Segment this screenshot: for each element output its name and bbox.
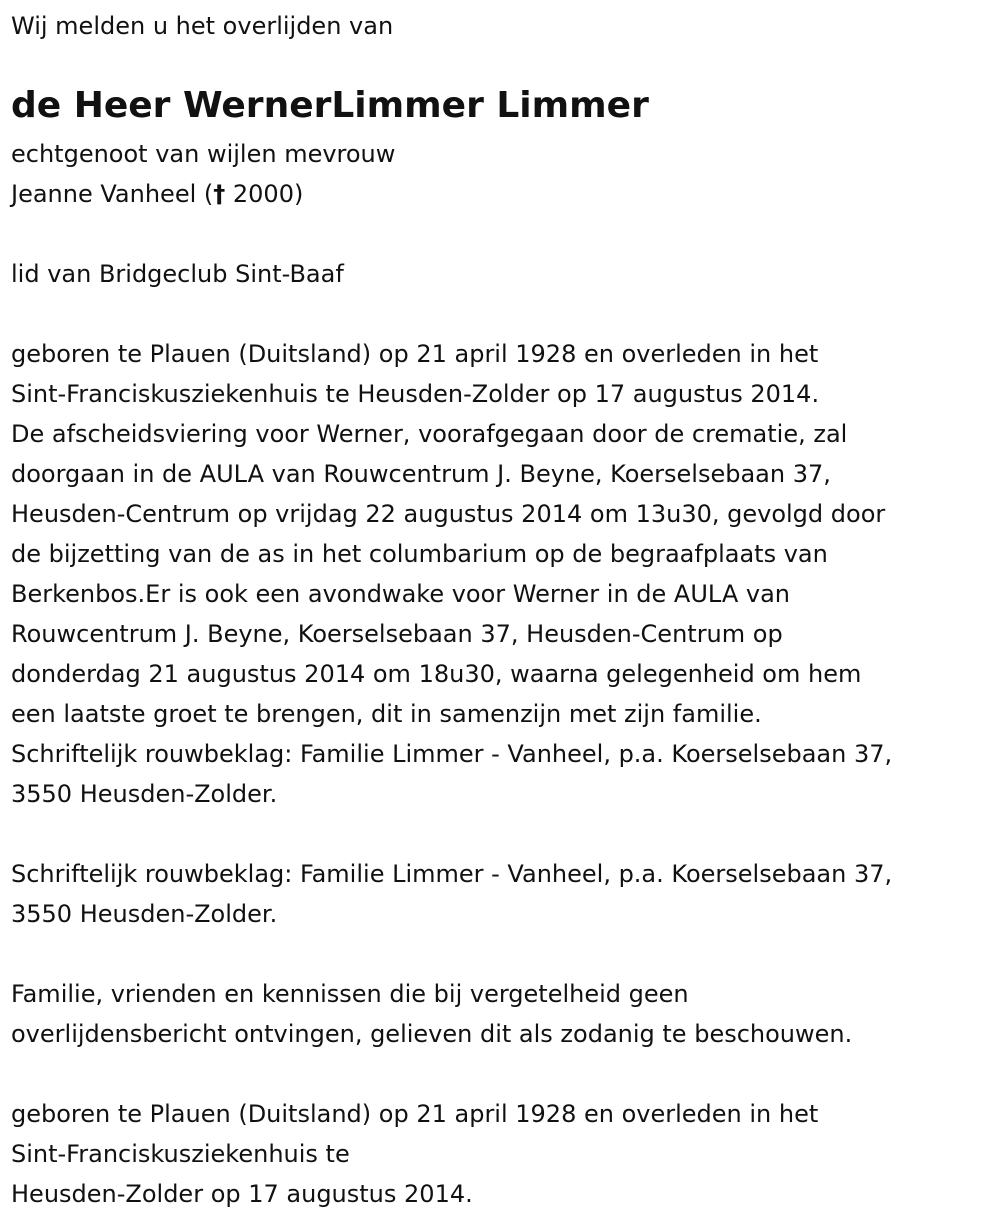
main-line: De afscheidsviering voor Werner, voorafgegaan door de crematie, zal (11, 420, 848, 448)
condolence-paragraph (11, 854, 892, 934)
main-paragraph (11, 334, 892, 814)
family-line: Familie, vrienden en kennissen die bij vergetelheid geen (11, 980, 689, 1008)
main-line: Heusden-Centrum op vrijdag 22 augustus 2014 om 13u30, gevolgd door (11, 500, 886, 528)
family-paragraph (11, 974, 852, 1054)
deceased-name: de Heer WernerLimmer Limmer (11, 85, 649, 126)
main-line: Schriftelijk rouwbeklag: Familie Limmer - Vanheel, p.a. Koerselsebaan 37, (11, 740, 893, 768)
main-line: Rouwcentrum J. Beyne, Koerselsebaan 37, Heusden-Centrum op (11, 620, 783, 648)
born-line: geboren te Plauen (Duitsland) op 21 april 1928 en overleden in het (11, 1100, 819, 1128)
spouse-name-line (11, 174, 395, 214)
main-line: een laatste groet te brengen, dit in samenzijn met zijn familie. (11, 700, 762, 728)
main-line: Berkenbos.Er is ook een avondwake voor Werner in de AULA van (11, 580, 790, 608)
spouse-death-year: 2000) (225, 180, 304, 208)
club-block (11, 254, 344, 294)
main-line: Sint-Franciskusziekenhuis te Heusden-Zolder op 17 augustus 2014. (11, 380, 820, 408)
spouse-line: echtgenoot van wijlen mevrouw (11, 140, 396, 168)
main-line: doorgaan in de AULA van Rouwcentrum J. Beyne, Koerselsebaan 37, (11, 460, 831, 488)
born-paragraph (11, 1094, 818, 1214)
main-line: 3550 Heusden-Zolder. (11, 780, 278, 808)
born-line: Sint-Franciskusziekenhuis te (11, 1140, 350, 1168)
intro-text: Wij melden u het overlijden van (11, 12, 394, 40)
cross-icon: † (213, 180, 226, 208)
family-line: overlijdensbericht ontvingen, gelieven dit als zodanig te beschouwen. (11, 1020, 853, 1048)
spouse-block (11, 134, 395, 214)
main-line: de bijzetting van de as in het columbarium op de begraafplaats van (11, 540, 828, 568)
spouse-name: Jeanne Vanheel ( (11, 180, 214, 208)
condolence-line: 3550 Heusden-Zolder. (11, 900, 278, 928)
condolence-line: Schriftelijk rouwbeklag: Familie Limmer - Vanheel, p.a. Koerselsebaan 37, (11, 860, 893, 888)
club-membership: lid van Bridgeclub Sint-Baaf (11, 260, 344, 288)
main-line: donderdag 21 augustus 2014 om 18u30, waarna gelegenheid om hem (11, 660, 862, 688)
born-line: Heusden-Zolder op 17 augustus 2014. (11, 1180, 473, 1208)
main-line: geboren te Plauen (Duitsland) op 21 april 1928 en overleden in het (11, 340, 819, 368)
